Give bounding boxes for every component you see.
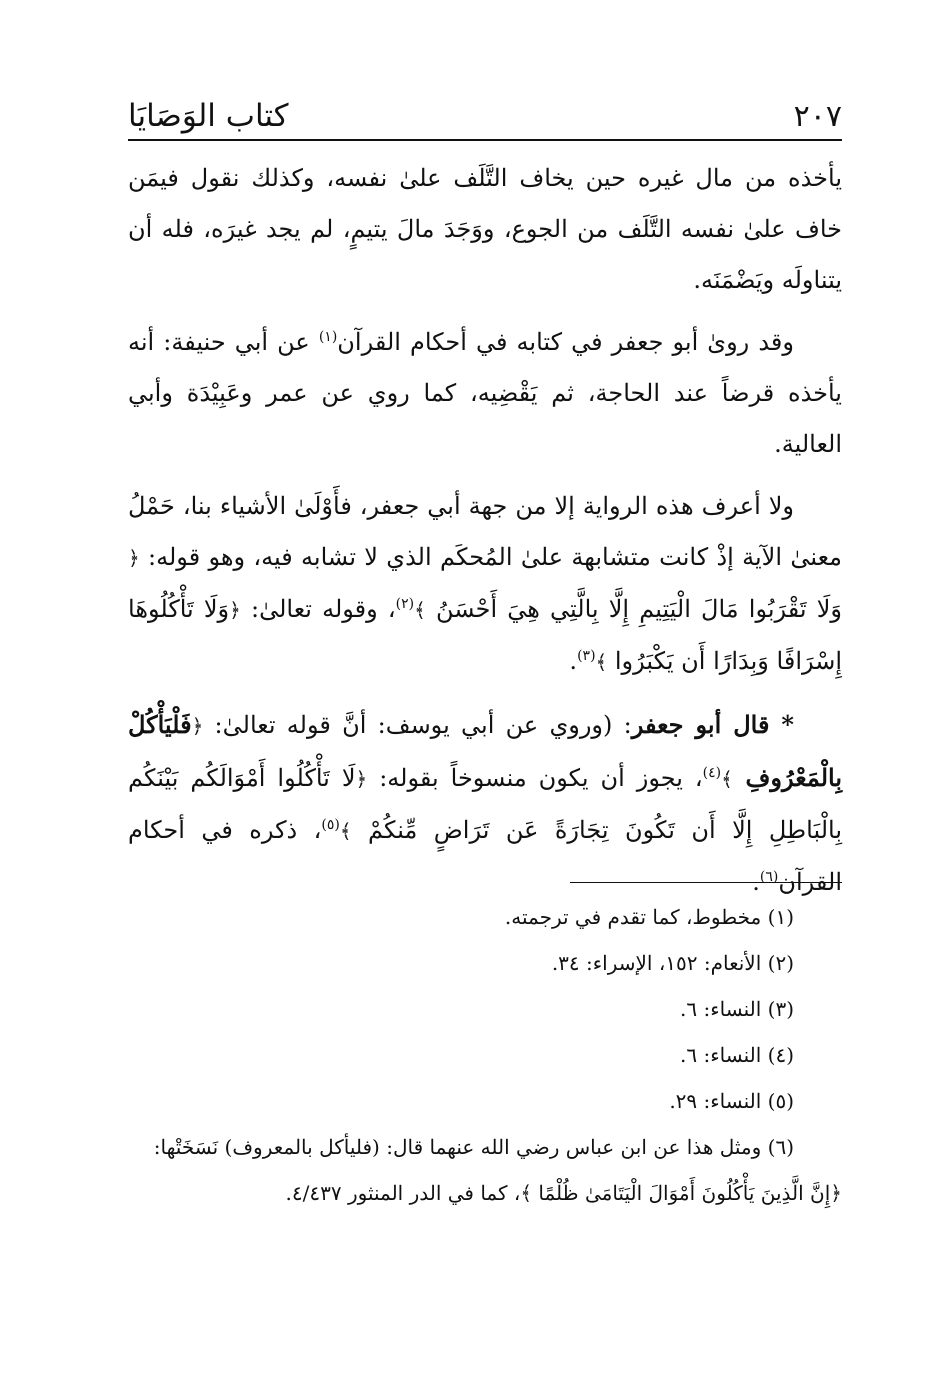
quran-close-bracket: ﴾ [414, 598, 426, 622]
running-title: كتاب الوَصَايَا [128, 98, 289, 134]
footnote-5: (٥) النساء: ٢٩. [669, 1089, 794, 1113]
quran-verse-4: لَا تَأْكُلُوا أَمْوَالَكُم بَيْنَكُم بِالْبَاطِلِ إِلَّا أَن تَكُونَ تِجَارَةً عَن تَرَاضٍ مِّنكُمْ [128, 764, 843, 844]
quran-verse-1: وَلَا تَقْرَبُوا مَالَ الْيَتِيمِ إِلَّا بِالَّتِي هِيَ أَحْسَنُ [425, 595, 842, 623]
paragraph-3 [128, 481, 842, 688]
quran-close-bracket: ﴾ [339, 819, 352, 843]
paragraph-3-text-a: ولا أعرف هذه الرواية إلا من جهة أبي جعفر، فأَوْلَىٰ الأشياء بنا، حَمْلُ معنىٰ الآية إذْ كانت متشابهة علىٰ المُحكَم الذي لا تشابه فيه، وهو قوله: [128, 492, 842, 571]
footnote-ref-2: (٢) [395, 596, 415, 612]
footnotes [128, 894, 842, 1216]
quran-verse-2: وَلَا تَأْكُلُوهَا إِسْرَافًا وَبِدَارًا أَن يَكْبَرُوا [128, 595, 842, 675]
footnote-ref-3: (٣) [577, 648, 596, 664]
page-number: ٢٠٧ [793, 99, 842, 134]
paragraph-4-text-b: ، يجوز أن يكون منسوخاً بقوله: [367, 764, 703, 792]
paragraph-3-text-b: ، وقوله تعالىٰ: [240, 595, 396, 623]
main-text [128, 153, 842, 919]
star-marker: * [769, 710, 794, 739]
footnote-4: (٤) النساء: ٦. [680, 1043, 794, 1067]
quran-open-bracket: ﴿ [355, 767, 368, 791]
quran-open-bracket: ﴿ [229, 598, 241, 622]
footnote-ref-1: (١) [318, 329, 338, 345]
footnote-6-continued [128, 1170, 842, 1216]
speaker-name: قال أبو جعفر [631, 710, 770, 739]
footnote-ref-4: (٤) [702, 765, 722, 781]
footnote-2: (٢) الأنعام: ١٥٢، الإسراء: ٣٤. [551, 951, 794, 975]
quran-close-bracket: ﴾ [721, 767, 733, 791]
footnote-3: (٣) النساء: ٦. [680, 997, 794, 1021]
quran-open-bracket: ﴿ [191, 714, 204, 738]
paragraph-2-text-b: عن أبي حنيفة: أنه يأخذه قرضاً عند الحاجة، ثم يَقْضِيه، كما روي عن عمر وعَبِيْدَة وأبي العالية. [128, 328, 842, 458]
paragraph-3-end: . [569, 647, 578, 675]
paragraph-4-text-c: ، ذكره في أحكام القرآن [128, 816, 842, 896]
paragraph-4 [128, 699, 842, 908]
paragraph-4-end: . [752, 868, 760, 896]
paragraph-2 [128, 317, 842, 470]
footnote-1: (١) مخطوط، كما تقدم في ترجمته. [504, 905, 794, 929]
quran-close-bracket: ﴾ [595, 650, 608, 674]
footnote-separator [570, 882, 842, 883]
paragraph-2-text-a: وقد روىٰ أبو جعفر في كتابه في أحكام القرآن [337, 328, 794, 356]
footnote-6: (٦) ومثل هذا عن ابن عباس رضي الله عنهما قال: (فليأكل بالمعروف) نَسَخَتْها: [153, 1135, 794, 1159]
page-header [128, 82, 842, 132]
quran-open-bracket: ﴿ [830, 1181, 842, 1205]
quran-close-bracket: ﴾ [520, 1181, 533, 1205]
quran-verse-3: فَلْيَأْكُلْ بِالْمَعْرُوفِ [128, 710, 843, 792]
footnote-ref-5: (٥) [321, 817, 340, 833]
footnote-ref-6: (٦) [759, 869, 779, 885]
paragraph-1: يأخذه من مال غيره حين يخاف التَّلَف علىٰ نفسه، وكذلك نقول فيمَن خاف علىٰ نفسه التَّلَف من الجوع، ووَجَدَ مالَ يتيمٍ، لم يجد غيرَه، فله أن يتناولَه ويَضْمَنَه. [128, 164, 842, 294]
header-rule [128, 139, 842, 141]
quran-open-bracket: ﴿ [128, 546, 140, 570]
paragraph-4-text-a: : (وروي عن أبي يوسف: أنَّ قوله تعالىٰ: [203, 711, 632, 739]
quran-verse-5: إِنَّ الَّذِينَ يَأْكُلُونَ أَمْوَالَ الْيَتَامَىٰ ظُلْمًا [532, 1181, 831, 1205]
footnote-6-text-b: ، كما في الدر المنثور ٤/٤٣٧. [285, 1181, 521, 1205]
